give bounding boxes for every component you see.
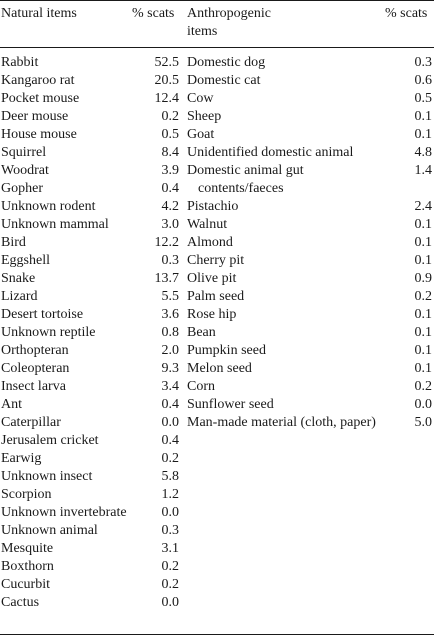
anthropogenic-item-name: Man-made material (cloth, paper) (187, 415, 376, 430)
anthropogenic-item-pct: 0.0 (414, 397, 432, 412)
natural-item-name: Cactus (1, 595, 40, 610)
natural-item-pct: 0.0 (161, 595, 179, 610)
natural-item-pct: 1.2 (161, 487, 179, 502)
anthropogenic-item-pct: 1.4 (414, 163, 432, 178)
natural-item-name: Ant (1, 397, 22, 412)
natural-item-pct: 0.2 (161, 559, 179, 574)
natural-item-name: Insect larva (1, 379, 66, 394)
natural-item-pct: 13.7 (154, 271, 179, 286)
anthropogenic-item-pct: 0.1 (414, 253, 432, 268)
natural-item-name: Earwig (1, 451, 42, 466)
natural-item-name: Unknown invertebrate (1, 505, 127, 520)
anthropogenic-item-pct: 0.1 (414, 127, 432, 142)
natural-item-pct: 0.8 (161, 325, 179, 340)
natural-item-pct: 3.6 (161, 307, 179, 322)
anthropogenic-item-name: Sheep (187, 109, 222, 124)
natural-item-pct: 0.3 (161, 523, 179, 538)
natural-item-name: Deer mouse (1, 109, 69, 124)
table-bottom-rule (0, 634, 434, 635)
natural-item-pct: 3.4 (161, 379, 179, 394)
anthropogenic-item-name: Corn (187, 379, 215, 394)
natural-item-name: Kangaroo rat (1, 73, 75, 88)
natural-item-pct: 3.1 (161, 541, 179, 556)
natural-item-pct: 3.0 (161, 217, 179, 232)
anthropogenic-item-name: Rose hip (187, 307, 237, 322)
anthropogenic-item-name: Domestic animal gut (187, 163, 304, 178)
anthropogenic-item-name-continued: contents/faeces (198, 181, 284, 196)
natural-item-name: House mouse (1, 127, 77, 142)
natural-item-pct: 12.4 (154, 91, 179, 106)
anthropogenic-item-pct: 4.8 (414, 145, 432, 160)
header-anthropogenic-pct: % scats (385, 6, 428, 21)
natural-item-pct: 0.0 (161, 505, 179, 520)
natural-item-pct: 0.4 (161, 397, 179, 412)
anthropogenic-item-pct: 0.2 (414, 289, 432, 304)
natural-item-name: Snake (1, 271, 36, 286)
natural-item-name: Eggshell (1, 253, 50, 268)
natural-item-pct: 5.8 (161, 469, 179, 484)
natural-item-name: Squirrel (1, 145, 47, 160)
natural-item-pct: 0.4 (161, 433, 179, 448)
anthropogenic-item-pct: 0.3 (414, 55, 432, 70)
anthropogenic-item-pct: 0.1 (414, 109, 432, 124)
natural-item-name: Unknown animal (1, 523, 98, 538)
natural-item-name: Orthopteran (1, 343, 69, 358)
anthropogenic-item-name: Sunflower seed (187, 397, 274, 412)
anthropogenic-item-name: Bean (187, 325, 216, 340)
natural-item-pct: 12.2 (154, 235, 179, 250)
anthropogenic-item-name: Melon seed (187, 361, 252, 376)
natural-item-name: Unknown insect (1, 469, 93, 484)
natural-item-name: Cucurbit (1, 577, 50, 592)
natural-item-name: Unknown mammal (1, 217, 109, 232)
header-anthropogenic-items-line1: Anthropogenic (187, 6, 271, 21)
anthropogenic-item-pct: 0.9 (414, 271, 432, 286)
natural-item-pct: 0.3 (161, 253, 179, 268)
anthropogenic-item-pct: 0.1 (414, 361, 432, 376)
anthropogenic-item-pct: 0.1 (414, 307, 432, 322)
anthropogenic-item-name: Palm seed (187, 289, 245, 304)
natural-item-name: Desert tortoise (1, 307, 84, 322)
table-top-rule (0, 0, 434, 1)
header-anthropogenic-items-line2: items (187, 24, 218, 39)
natural-item-name: Rabbit (1, 55, 39, 70)
natural-item-name: Jerusalem cricket (1, 433, 99, 448)
anthropogenic-item-name: Domestic dog (187, 55, 266, 70)
anthropogenic-item-name: Unidentified domestic animal (187, 145, 354, 160)
anthropogenic-item-pct: 2.4 (414, 199, 432, 214)
anthropogenic-item-pct: 0.1 (414, 217, 432, 232)
natural-item-pct: 2.0 (161, 343, 179, 358)
natural-item-pct: 9.3 (161, 361, 179, 376)
anthropogenic-item-name: Cow (187, 91, 214, 106)
natural-item-name: Woodrat (1, 163, 49, 178)
natural-item-name: Boxthorn (1, 559, 54, 574)
natural-item-name: Mesquite (1, 541, 54, 556)
natural-item-name: Pocket mouse (1, 91, 80, 106)
natural-item-pct: 8.4 (161, 145, 179, 160)
anthropogenic-item-pct: 0.2 (414, 379, 432, 394)
anthropogenic-item-pct: 0.1 (414, 235, 432, 250)
table-header-rule (0, 47, 434, 48)
natural-item-name: Lizard (1, 289, 38, 304)
natural-item-pct: 3.9 (161, 163, 179, 178)
anthropogenic-item-name: Olive pit (187, 271, 237, 286)
natural-item-pct: 52.5 (154, 55, 179, 70)
anthropogenic-item-name: Domestic cat (187, 73, 261, 88)
anthropogenic-item-pct: 0.6 (414, 73, 432, 88)
natural-item-pct: 5.5 (161, 289, 179, 304)
natural-item-pct: 0.4 (161, 181, 179, 196)
natural-item-pct: 4.2 (161, 199, 179, 214)
anthropogenic-item-name: Walnut (187, 217, 228, 232)
natural-item-name: Unknown rodent (1, 199, 96, 214)
anthropogenic-item-pct: 0.1 (414, 325, 432, 340)
natural-item-name: Bird (1, 235, 26, 250)
header-natural-pct: % scats (132, 6, 175, 21)
anthropogenic-item-name: Almond (187, 235, 233, 250)
natural-item-name: Caterpillar (1, 415, 61, 430)
natural-item-pct: 0.2 (161, 451, 179, 466)
natural-item-name: Scorpion (1, 487, 52, 502)
natural-item-pct: 0.0 (161, 415, 179, 430)
natural-item-pct: 0.5 (161, 127, 179, 142)
anthropogenic-item-name: Cherry pit (187, 253, 245, 268)
natural-item-pct: 0.2 (161, 577, 179, 592)
natural-item-pct: 20.5 (154, 73, 179, 88)
natural-item-name: Coleopteran (1, 361, 70, 376)
anthropogenic-item-name: Pumpkin seed (187, 343, 266, 358)
header-natural-items: Natural items (1, 6, 77, 21)
natural-item-name: Unknown reptile (1, 325, 96, 340)
natural-item-name: Gopher (1, 181, 43, 196)
anthropogenic-item-name: Goat (187, 127, 215, 142)
natural-item-pct: 0.2 (161, 109, 179, 124)
anthropogenic-item-pct: 5.0 (414, 415, 432, 430)
anthropogenic-item-pct: 0.5 (414, 91, 432, 106)
anthropogenic-item-pct: 0.1 (414, 343, 432, 358)
anthropogenic-item-name: Pistachio (187, 199, 239, 214)
